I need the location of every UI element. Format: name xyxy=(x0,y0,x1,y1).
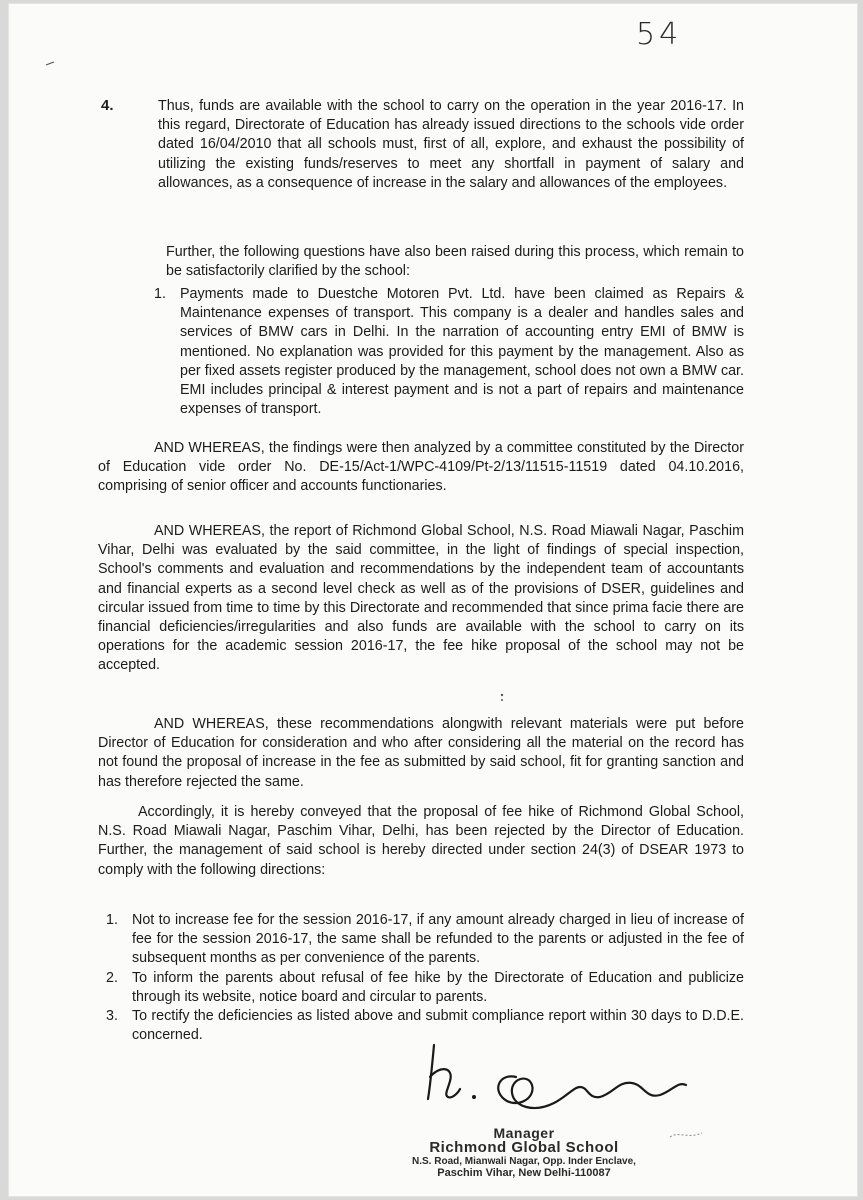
stamp-smudge-icon xyxy=(668,1127,704,1143)
direction-item-number: 3. xyxy=(106,1008,118,1025)
directions-list xyxy=(106,911,744,1045)
stamp-school-name: Richmond Global School xyxy=(429,1139,619,1156)
whereas-findings-paragraph: AND WHEREAS, the findings were then analyzed by a committee constituted by the Director of Education vide order No. DE-15/Act-1/WPC-4109/Pt-2/13/11515-11519 dated 04.10.2016, comprising of senior officer and accounts functionaries. xyxy=(98,440,744,495)
whereas-report-paragraph: AND WHEREAS, the report of Richmond Global School, N.S. Road Miawali Nagar, Paschim Vihar, Delhi was evaluated by the said committee, in the light of findings of special inspection, School's comments and evaluation and recommendations by the independent team of accountants and financial experts as a second level check as well as of the provisions of DSER, guidelines and circular issued from time to time by this Directorate and recommended that since prima facie there are financial deficiencies/irregularities and also funds are available with the school to carry on its operations for the academic session 2016-17, the fee hike proposal of the school may not be accepted. xyxy=(98,523,744,674)
question-item-1 xyxy=(154,285,744,419)
direction-item-number: 1. xyxy=(106,912,118,928)
stamp-address-line1: N.S. Road, Mianwali Nagar, Opp. Inder Enclave, xyxy=(412,1156,636,1167)
school-stamp xyxy=(394,1125,654,1179)
stamp-address-line2: Paschim Vihar, New Delhi-110087 xyxy=(437,1167,611,1179)
question-item-text: Payments made to Duestche Motoren Pvt. Ltd. have been claimed as Repairs & Maintenance expenses of transport. This company is a dealer and handles sales and services of BMW cars in Delhi. In the narration of accounting entry EMI of BMW is mentioned. No explanation was provided for this payment by the management. Also as per fixed assets register produced by the management, school does not own a BMW car. EMI includes principal & interest payment and is not a part of repairs and maintenance expenses of transport. xyxy=(180,286,744,418)
direction-item xyxy=(106,969,744,1007)
accordingly-paragraph: Accordingly, it is hereby conveyed that the proposal of fee hike of Richmond Global School, N.S. Road Miawali Nagar, Paschim Vihar, Delhi, has been rejected by the Director of Education. Further, the management of said school is hereby directed under section 24(3) of DSEAR 1973 to comply with the following directions: xyxy=(98,804,744,878)
stray-dot-icon xyxy=(498,691,506,703)
stamp-designation: Manager xyxy=(493,1125,555,1141)
paragraph-4-text: Thus, funds are available with the school to carry on the operation in the year 2016-17. In this regard, Directorate of Education has already issued directions to the schools vide order dated 16/04/2010 that all schools must, first of all, explore, and exhaust the possibility of utilizing the existing funds/reserves to meet any shortfall in payment of salary and allowances, as a consequence of increase in the salary and allowances of the employees. xyxy=(158,98,744,191)
question-item-number: 1. xyxy=(154,286,166,302)
paragraph-4-number: 4. xyxy=(101,97,114,114)
direction-item-text: Not to increase fee for the session 2016-17, if any amount already charged in lieu of increase of fee for the session 2016-17, the same shall be refunded to the parents or adjusted in the fee of subsequent months as per convenience of the parents. xyxy=(132,912,744,967)
whereas-recommendations-paragraph: AND WHEREAS, these recommendations alongwith relevant materials were put before Director of Education for consideration and who after considering all the material on the record has not found the proposal of increase in the fee as submitted by said school, fit for granting sanction and has therefore rejected the same. xyxy=(98,716,744,790)
page-number: 54 xyxy=(636,17,683,52)
stray-mark-icon xyxy=(44,57,58,71)
direction-item xyxy=(106,911,744,969)
direction-item-number: 2. xyxy=(106,969,118,986)
document-page xyxy=(8,3,858,1197)
questions-list xyxy=(154,285,744,419)
further-questions-intro: Further, the following questions have also been raised during this process, which remain to be satisfactorily clarified by the school: xyxy=(166,244,744,280)
direction-item-text: To rectify the deficiencies as listed above and submit compliance report within 30 days to D.D.E. concerned. xyxy=(132,1008,744,1044)
direction-item-text: To inform the parents about refusal of fee hike by the Directorate of Education and publicize through its website, notice board and circular to parents. xyxy=(132,969,744,1005)
